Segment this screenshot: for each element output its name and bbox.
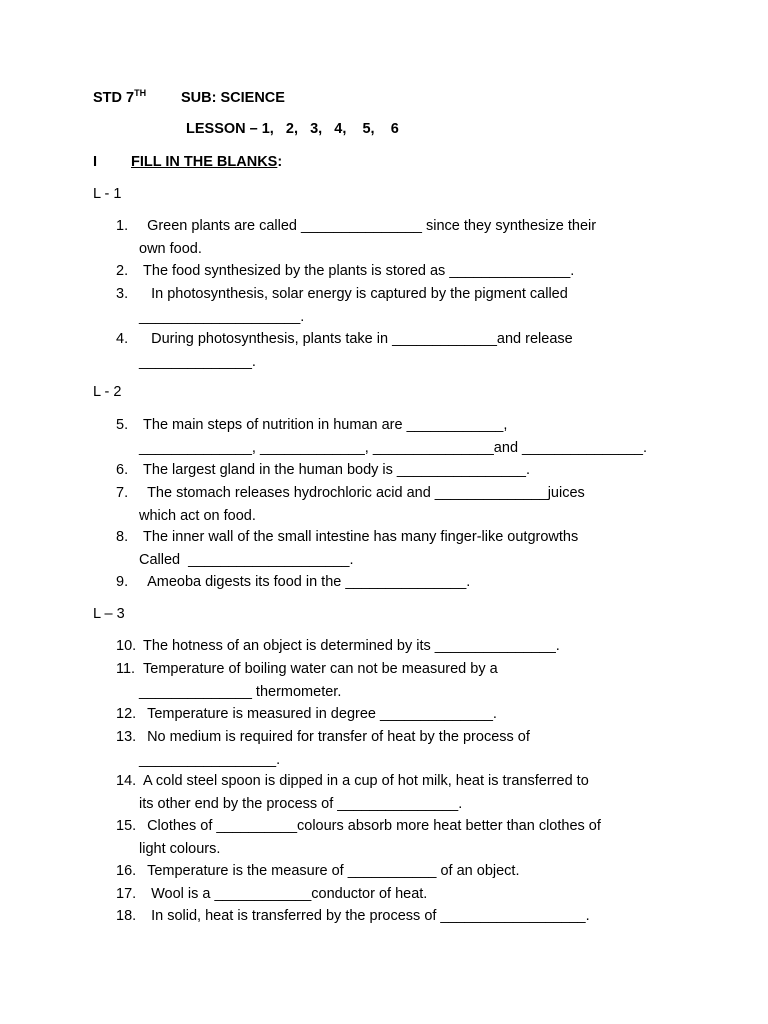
question-number: 18. [116, 908, 137, 924]
question-14 [116, 770, 676, 815]
question-3 [116, 283, 676, 328]
question-number: 14. [116, 773, 137, 789]
question-16 [116, 860, 676, 883]
std-label [93, 88, 181, 106]
question-text: Temperature is the measure of ___________ of an object. [139, 863, 520, 879]
question-text: The food synthesized by the plants is stored as _______________. [139, 263, 575, 279]
question-number: 12. [116, 706, 137, 722]
section-title-text: FILL IN THE BLANKS [131, 154, 278, 170]
question-number: 9. [116, 574, 129, 590]
question-4 [116, 328, 676, 373]
question-number: 6. [116, 462, 129, 478]
question-15 [116, 815, 676, 860]
question-text: The inner wall of the small intestine has many finger-like outgrowths Called ____________________. [139, 529, 579, 568]
question-13 [116, 726, 676, 771]
question-text: In solid, heat is transferred by the process of __________________. [139, 908, 590, 924]
std-superscript: TH [134, 88, 147, 98]
question-text: Temperature is measured in degree ______________. [139, 706, 497, 722]
question-2 [116, 260, 676, 283]
question-text: Wool is a ____________conductor of heat. [139, 886, 428, 902]
question-text: The largest gland in the human body is ________________. [139, 462, 530, 478]
lessons-line: LESSON – 1, 2, 3, 4, 5, 6 [186, 121, 399, 137]
question-text: Green plants are called _______________ since they synthesize their own food. [139, 218, 597, 257]
question-text: Ameoba digests its food in the _______________. [139, 574, 471, 590]
question-8 [116, 526, 676, 571]
question-text: During photosynthesis, plants take in _____________and release ______________. [139, 331, 573, 370]
question-10 [116, 635, 676, 658]
question-7 [116, 482, 676, 527]
section-title [93, 154, 282, 170]
question-number: 10. [116, 638, 137, 654]
question-number: 5. [116, 417, 129, 433]
question-text: The hotness of an object is determined by its _______________. [139, 638, 560, 654]
question-number: 2. [116, 263, 129, 279]
question-18 [116, 905, 676, 928]
question-number: 15. [116, 818, 137, 834]
question-5 [116, 414, 676, 459]
question-text: Temperature of boiling water can not be measured by a ______________ thermometer. [139, 661, 498, 700]
question-11 [116, 658, 676, 703]
header-line [93, 88, 285, 106]
question-number: 1. [116, 218, 129, 234]
std-text: STD 7 [93, 90, 135, 106]
lesson-label-1: L - 1 [93, 186, 122, 202]
question-number: 11. [116, 661, 136, 677]
lesson-label-3: L – 3 [93, 606, 125, 622]
question-number: 17. [116, 886, 137, 902]
question-number: 16. [116, 863, 137, 879]
question-text: No medium is required for transfer of heat by the process of _________________. [139, 729, 530, 768]
section-colon: : [277, 154, 283, 170]
question-6 [116, 459, 676, 482]
lesson-label-2: L - 2 [93, 384, 122, 400]
question-number: 13. [116, 729, 137, 745]
subject-label: SUB: SCIENCE [181, 90, 285, 106]
question-text: Clothes of __________colours absorb more heat better than clothes of light colours. [139, 818, 601, 857]
question-12 [116, 703, 676, 726]
question-1 [116, 215, 676, 260]
question-number: 7. [116, 485, 129, 501]
question-text: The stomach releases hydrochloric acid and ______________juices which act on food. [139, 485, 585, 524]
question-text: The main steps of nutrition in human are ____________, ______________, _____________, _______________and _______________. [139, 417, 648, 456]
section-number: I [93, 154, 98, 170]
question-9 [116, 571, 676, 594]
question-number: 4. [116, 331, 129, 347]
question-number: 3. [116, 286, 129, 302]
question-text: In photosynthesis, solar energy is captured by the pigment called ____________________. [139, 286, 568, 325]
question-text: A cold steel spoon is dipped in a cup of hot milk, heat is transferred to its other end by the process of _______________. [139, 773, 589, 812]
question-17 [116, 883, 676, 906]
question-number: 8. [116, 529, 129, 545]
